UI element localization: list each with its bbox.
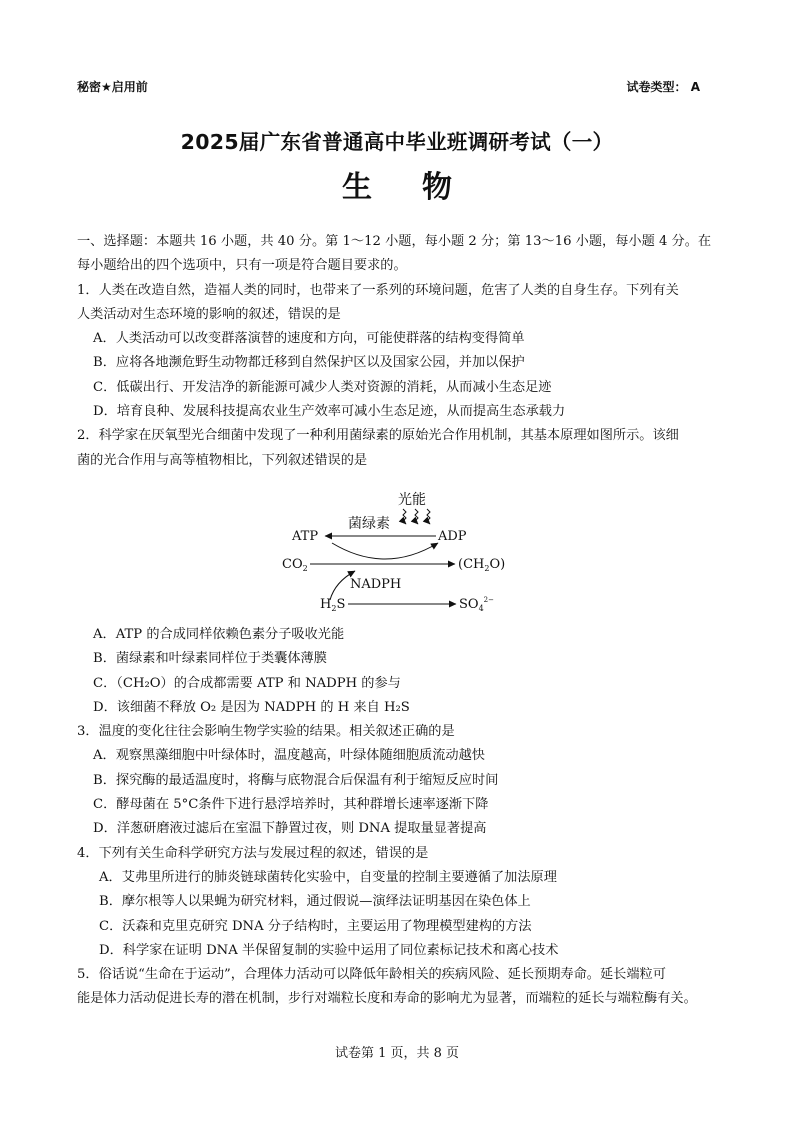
question-1-option-a: A．人类活动可以改变群落演替的速度和方向，可能使群落的结构变得简单 [93, 331, 525, 347]
question-3-option-a: A．观察黑藻细胞中叶绿体时，温度越高，叶绿体随细胞质流动越快 [93, 748, 485, 764]
content-block-2 [77, 623, 720, 1012]
section-intro-line: 一、选择题：本题共 16 小题，共 40 分。第 1～12 小题，每小题 2 分；第 13～16 小题，每小题 4 分。在 [77, 234, 712, 249]
question-1-stem: 1．人类在改造自然，造福人类的同时，也带来了一系列的环境问题，危害了人类的自身生存。下列有关 [77, 282, 679, 298]
h2s-label: $H_2S$ [320, 597, 346, 612]
question-4-option-d: D．科学家在证明 DNA 半保留复制的实验中运用了同位素标记技术和离心技术 [99, 942, 559, 958]
question-2-option-b: B．菌绿素和叶绿素同样位于类囊体薄膜 [93, 651, 327, 667]
content-block-1 [77, 230, 720, 473]
subject-title: 生物 [342, 170, 502, 205]
question-1-option-d: D．培育良种、发展科技提高农业生产效率可减小生态足迹，从而提高生态承载力 [93, 404, 566, 420]
question-1-stem: 人类活动对生态环境的影响的叙述，错误的是 [77, 306, 341, 322]
so4-label: $SO_4^{2-}$ [459, 596, 494, 612]
light-energy-label: 光能 [398, 492, 426, 508]
question-3-option-c: C．酵母菌在 5°C条件下进行悬浮培养时，其种群增长速率逐渐下降 [93, 797, 489, 813]
question-3-option-b: B．探究酶的最适温度时，将酶与底物混合后保温有利于缩短反应时间 [93, 772, 499, 788]
confidential-label: 秘密★启用前 [77, 80, 148, 94]
nadph-label: NADPH [350, 577, 402, 592]
question-3-stem: 3．温度的变化往往会影响生物学实验的结果。相关叙述正确的是 [77, 724, 455, 740]
photosynthesis-diagram [270, 487, 530, 612]
question-2-option-c: C．（CH₂O）的合成都需要 ATP 和 NADPH 的参与 [93, 675, 401, 691]
adp-label: ADP [438, 529, 467, 544]
question-2-option-d: D．该细菌不释放 O₂ 是因为 NADPH 的 H 来自 H₂S [93, 699, 410, 715]
question-2-stem: 2．科学家在厌氧型光合细菌中发现了一种利用菌绿素的原始光合作用机制，其基本原理如图所示。该细 [77, 428, 679, 444]
ch2o-label: $(CH_2O)$ [458, 557, 506, 573]
question-5-stem: 5．俗话说“生命在于运动”，合理体力活动可以降低年龄相关的疾病风险、延长预期寿命。延长端粒可 [77, 967, 666, 983]
atp-label: ATP [292, 529, 319, 544]
page-footer: 试卷第 1 页，共 8 页 [334, 1046, 460, 1061]
question-2-option-a: A．ATP 的合成同样依赖色素分子吸收光能 [93, 627, 345, 642]
question-4-option-c: C．沃森和克里克研究 DNA 分子结构时，主要运用了物理模型建构的方法 [99, 918, 532, 934]
paper-type-label: 试卷类型： A [626, 80, 700, 94]
question-4-option-b: B．摩尔根等人以果蝇为研究材料，通过假说—演绎法证明基因在染色体上 [99, 894, 531, 910]
section-intro-line: 每小题给出的四个选项中，只有一项是符合题目要求的。 [77, 258, 407, 274]
question-3-option-d: D．洋葱研磨液过滤后在室温下静置过夜，则 DNA 提取量显著提高 [93, 821, 487, 837]
question-1-option-c: C．低碳出行、开发洁净的新能源可减少人类对资源的消耗，从而减小生态足迹 [93, 379, 552, 395]
energy-transfer-curve [332, 543, 438, 559]
co2-label: $CO_2$ [282, 557, 308, 573]
question-2-stem: 菌的光合作用与高等植物相比，下列叙述错误的是 [77, 452, 368, 468]
light-squiggle-arrows [403, 509, 430, 524]
question-1-option-b: B．应将各地濒危野生动物都迁移到自然保护区以及国家公园，并加以保护 [93, 355, 525, 371]
question-4-option-a: A．艾弗里所进行的肺炎链球菌转化实验中，自变量的控制主要遵循了加法原理 [99, 869, 557, 885]
bacteriochlorophyll-label: 菌绿素 [348, 516, 390, 532]
question-4-stem: 4．下列有关生命科学研究方法与发展过程的叙述，错误的是 [77, 845, 429, 861]
exam-title: 2025届广东省普通高中毕业班调研考试（一） [180, 130, 614, 154]
question-5-stem: 能是体力活动促进长寿的潜在机制，步行对端粒长度和寿命的影响尤为显著，而端粒的延长与端粒酶有关。 [77, 991, 697, 1007]
